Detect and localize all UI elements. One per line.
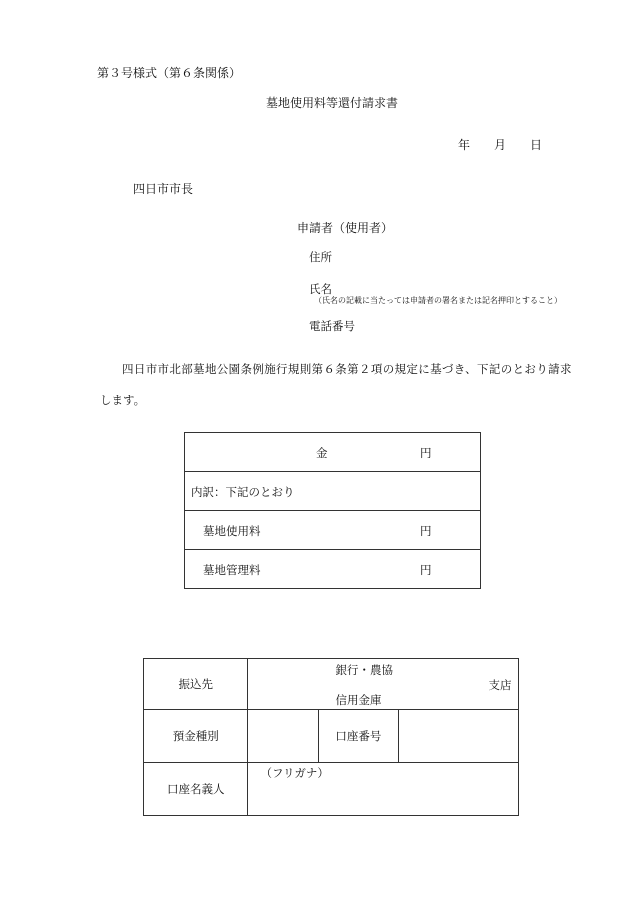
management-fee-row [185, 550, 481, 589]
applicant-heading: 申請者（使用者） [297, 221, 394, 235]
account-number-label: 口座番号 [319, 710, 399, 763]
transfer-label: 振込先 [144, 659, 248, 710]
account-number-value [398, 710, 518, 763]
breakdown-row [185, 472, 481, 511]
form-number: 第３号様式（第６条関係） [97, 66, 242, 80]
transfer-row [144, 659, 519, 710]
usage-fee-label: 墓地使用料 [203, 524, 261, 538]
account-type-label: 預金種別 [144, 710, 248, 763]
form-title: 墓地使用料等還付請求書 [266, 96, 399, 110]
address-label: 住所 [309, 250, 332, 264]
bank-type-line2: 信用金庫 [335, 693, 382, 707]
holder-row [144, 763, 519, 816]
bank-type-line1: 銀行・農協 [335, 663, 393, 677]
bank-transfer-table [143, 658, 519, 816]
addressee: 四日市市長 [133, 182, 194, 196]
total-yen-unit: 円 [420, 446, 432, 460]
date-day: 日 [530, 138, 543, 152]
body-text-line2: します。 [100, 393, 146, 407]
management-fee-label: 墓地管理料 [203, 563, 261, 577]
usage-fee-row [185, 511, 481, 550]
date-month: 月 [494, 138, 507, 152]
account-row [144, 710, 519, 763]
amount-table [184, 432, 481, 589]
date-year: 年 [458, 138, 471, 152]
management-fee-yen: 円 [420, 563, 432, 577]
usage-fee-yen: 円 [420, 524, 432, 538]
breakdown-label: 内訳：下記のとおり [191, 485, 295, 499]
branch-label: 支店 [488, 678, 512, 692]
body-text-line1: 四日市市北部墓地公園条例施行規則第６条第２項の規定に基づき、下記のとおり請求 [122, 362, 572, 376]
furigana-label: （フリガナ） [260, 766, 329, 780]
amount-total-row [185, 433, 481, 472]
name-label: 氏名 [309, 282, 332, 296]
name-note: （氏名の記載に当たっては申請者の署名または記名押印とすること） [314, 296, 562, 305]
holder-label: 口座名義人 [144, 763, 248, 816]
total-amount-label: 金 [316, 446, 328, 460]
account-type-value [248, 710, 319, 763]
phone-label: 電話番号 [309, 319, 355, 333]
